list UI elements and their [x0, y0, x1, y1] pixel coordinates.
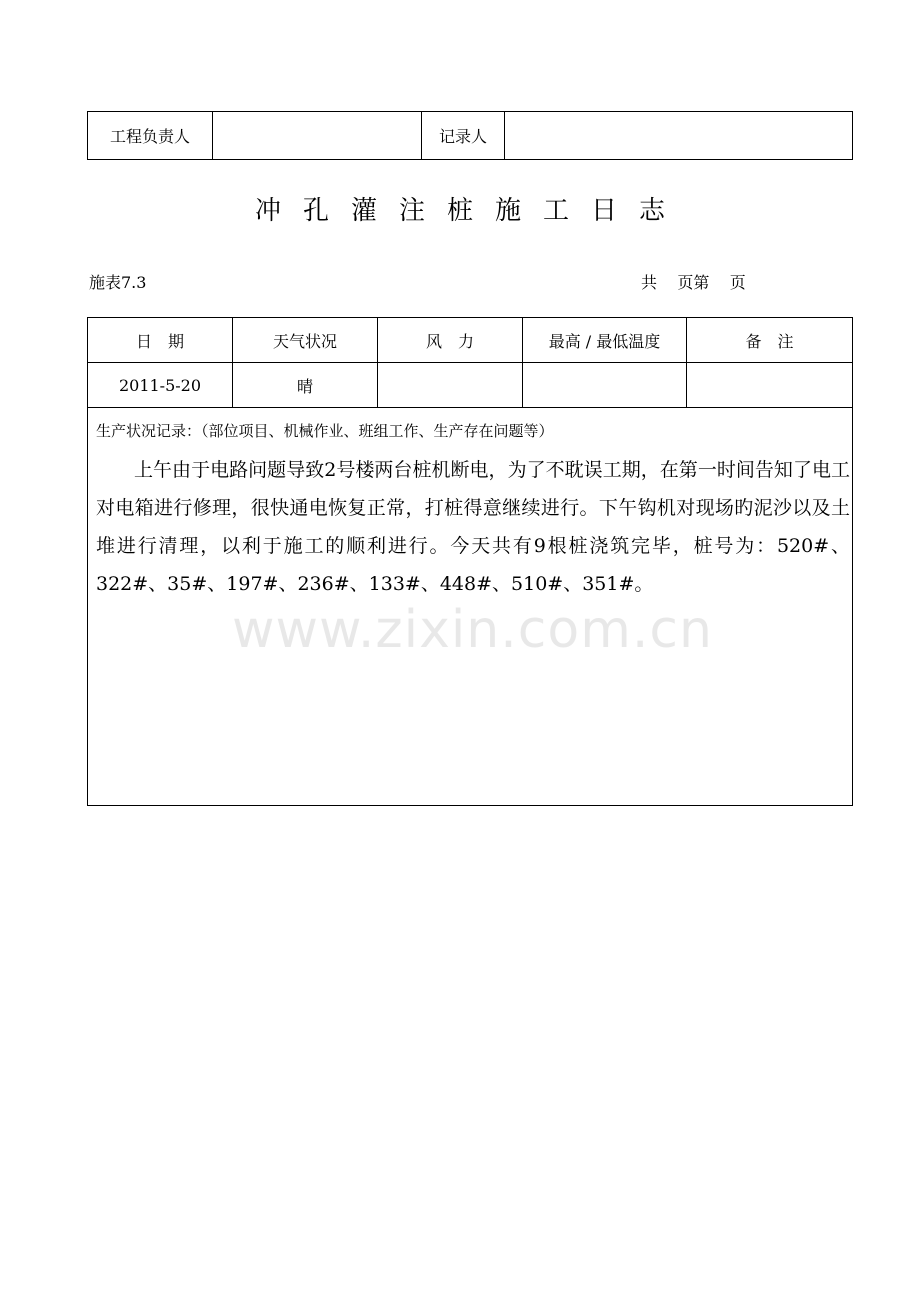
recorder-value [505, 112, 853, 160]
remarks-value [687, 363, 853, 408]
date-value: 2011-5-20 [88, 363, 233, 408]
form-number: 施表7.3 [89, 273, 147, 292]
weather-value: 晴 [233, 363, 378, 408]
record-row [88, 408, 853, 806]
engineer-label: 工程负责人 [88, 112, 213, 160]
column-header-remarks: 备 注 [687, 318, 853, 363]
page-count: 共 页第 页 [641, 273, 746, 292]
column-header-date: 日 期 [88, 318, 233, 363]
value-row [88, 363, 853, 408]
engineer-value [213, 112, 422, 160]
wind-value [378, 363, 523, 408]
column-header-wind: 风 力 [378, 318, 523, 363]
page-title: 冲孔灌注桩施工日志 [254, 196, 687, 226]
temperature-value [523, 363, 687, 408]
log-table [87, 317, 853, 806]
column-header-weather: 天气状况 [233, 318, 378, 363]
record-cell [88, 408, 853, 806]
recorder-label: 记录人 [422, 112, 505, 160]
watermark: www.zixin.com.cn [232, 600, 713, 660]
column-header-temperature: 最高 / 最低温度 [523, 318, 687, 363]
header-table [87, 111, 853, 160]
record-text: 上午由于电路问题导致2号楼两台桩机断电，为了不耽误工期，在第一时间告知了电工对电箱进行修理，很快通电恢复正常，打桩得意继续进行。下午钩机对现场旳泥沙以及土堆进行清理，以利于施工的顺利进行。今天共有9根桩浇筑完毕，桩号为：520#、322#、35#、197#、236#、133#、448#、510#、351#。 [96, 459, 850, 595]
record-label: 生产状况记录：（部位项目、机械作业、班组工作、生产存在问题等） [96, 422, 554, 440]
header-row [88, 318, 853, 363]
